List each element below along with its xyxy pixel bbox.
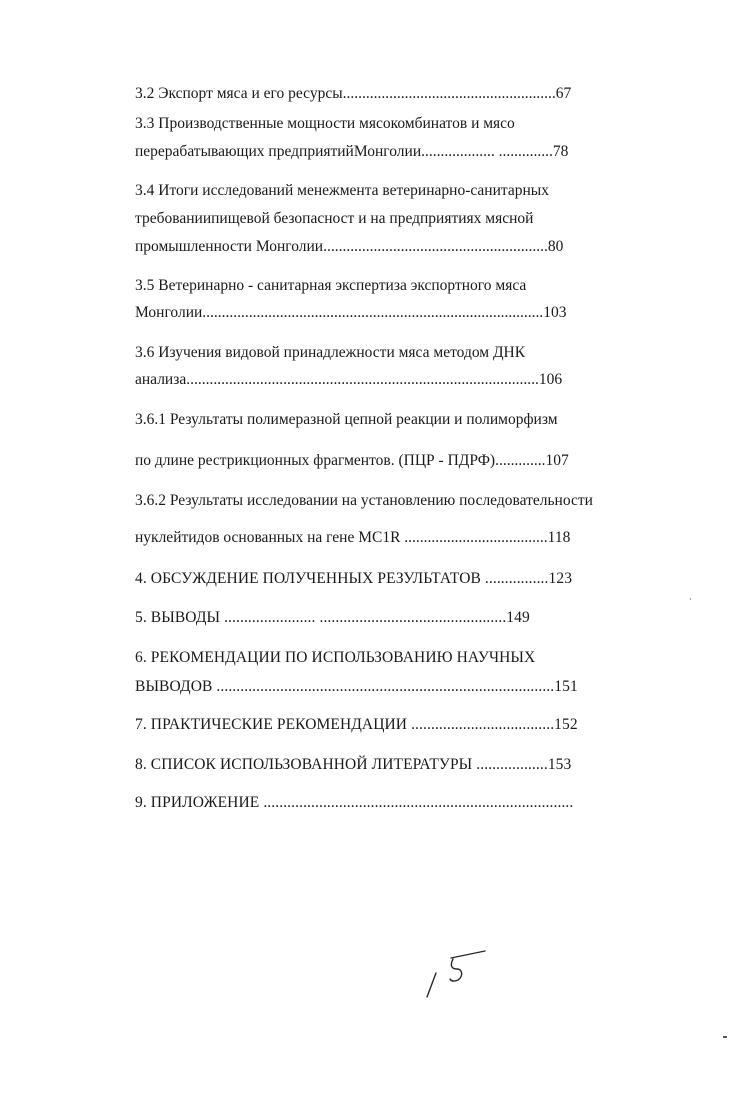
scan-speck xyxy=(723,1036,727,1038)
toc-line-7: 7. ПРАКТИЧЕСКИЕ РЕКОМЕНДАЦИИ ....................................152 xyxy=(135,716,578,733)
toc-line-3-6-2-a: 3.6.2 Результаты исследовании на установлению последовательности xyxy=(135,492,593,509)
toc-line-6-a: 6. РЕКОМЕНДАЦИИ ПО ИСПОЛЬЗОВАНИЮ НАУЧНЫХ xyxy=(135,649,536,666)
toc-line-3-4-c: промышленности Монголии..........................................................80 xyxy=(135,238,564,255)
toc-line-3-2: 3.2 Экспорт мяса и его ресурсы.......................................................67 xyxy=(135,85,572,102)
toc-line-9: 9. ПРИЛОЖЕНИЕ .............................................................................. xyxy=(135,794,574,811)
scan-speck xyxy=(690,598,691,600)
toc-line-3-4-a: 3.4 Итоги исследований менежмента ветеринарно-санитарных xyxy=(135,182,549,199)
toc-line-3-3-b: перерабатывающих предприятийМонголии................... ..............78 xyxy=(135,143,569,160)
toc-line-4: 4. ОБСУЖДЕНИЕ ПОЛУЧЕННЫХ РЕЗУЛЬТАТОВ ................123 xyxy=(135,570,573,587)
toc-line-6-b: ВЫВОДОВ .....................................................................................151 xyxy=(135,678,578,695)
toc-line-3-6-a: 3.6 Изучения видовой принадлежности мяса методом ДНК xyxy=(135,344,526,361)
toc-line-3-5-b: Монголии........................................................................................103 xyxy=(135,304,567,321)
toc-line-3-5-a: 3.5 Ветеринарно - санитарная экспертиза экспортного мяса xyxy=(135,277,527,294)
handwritten-page-number xyxy=(415,945,505,1005)
toc-line-3-6-1-a: 3.6.1 Результаты полимеразной цепной реакции и полиморфизм xyxy=(135,411,558,428)
toc-line-3-6-2-b: нуклейтидов основанных на гене MC1R .....................................118 xyxy=(135,529,571,546)
toc-line-8: 8. СПИСОК ИСПОЛЬЗОВАННОЙ ЛИТЕРАТУРЫ ..................153 xyxy=(135,756,572,773)
toc-line-3-6-b: анализа...........................................................................................106 xyxy=(135,371,563,388)
toc-line-3-4-b: требованиипищевой безопасност и на предприятиях мясной xyxy=(135,210,534,227)
toc-line-3-3-a: 3.3 Производственные мощности мясокомбинатов и мясо xyxy=(135,115,515,132)
toc-line-3-6-1-b: по длине рестрикционных фрагментов. (ПЦР - ПДРФ).............107 xyxy=(135,452,569,469)
toc-line-5: 5. ВЫВОДЫ ....................... ...............................................149 xyxy=(135,609,530,626)
